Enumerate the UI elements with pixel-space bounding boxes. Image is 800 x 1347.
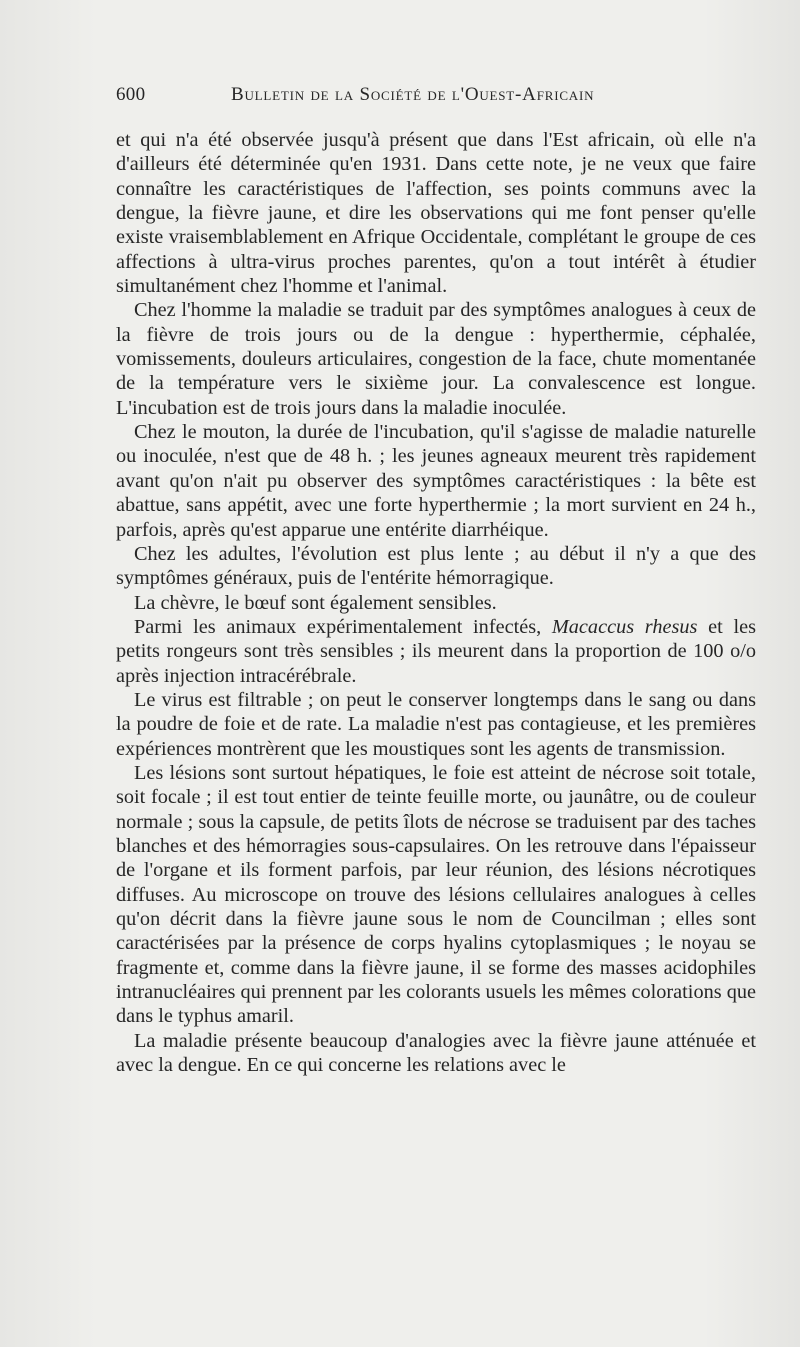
paragraph: Le virus est filtrable ; on peut le conserver longtemps dans le sang ou dans la poudre de foie et de rate. La maladie n'est pas contagieuse, et les premières expériences montrèrent que les moustiques sont les agents de transmission.	[116, 688, 756, 760]
paragraph	[116, 615, 756, 688]
paragraph: Les lésions sont surtout hépatiques, le foie est atteint de nécrose soit totale, soit focale ; il est tout entier de teinte feuille morte, ou jaunâtre, ou de couleur normale ; sous la capsule, de petits îlots de nécrose se traduisent par des taches blanches et des hémorragies sous-capsulaires. On les retrouve dans l'épaisseur de l'organe et ils forment parfois, par leur réunion, des lésions nécrotiques diffuses. Au microscope on trouve des lésions cellulaires analogues à celles qu'on décrit dans la fièvre jaune sous le nom de Councilman ; elles sont caractérisées par la présence de corps hyalins cytoplasmiques ; le noyau se fragmente et, comme dans la fièvre jaune, il se forme des masses acidophiles intranucléaires qui prennent par les colorants usuels les mêmes colorations que dans le typhus amaril.	[116, 761, 756, 1028]
running-header	[116, 84, 756, 114]
paragraph: Chez le mouton, la durée de l'incubation, qu'il s'agisse de maladie naturelle ou inoculée, n'est que de 48 h. ; les jeunes agneaux meurent très rapidement avant qu'on n'ait pu observer des symptômes caractéristiques : la bête est abattue, sans appétit, avec une forte hyperthermie ; la mort survient en 24 h., parfois, après qu'est apparue une entérite diarrhéique.	[116, 421, 756, 541]
running-title: Bulletin de la Société de l'Ouest-Africain	[231, 84, 595, 105]
species-name: Macaccus rhesus	[551, 615, 698, 638]
paragraph: et qui n'a été observée jusqu'à présent que dans l'Est africain, où elle n'a d'ailleurs été déterminée qu'en 1931. Dans cette note, je ne veux que faire connaître les caractéristiques de l'affection, ses points communs avec la dengue, la fièvre jaune, et dire les observations qui me font penser qu'elle existe vraisemblablement en Afrique Occidentale, complétant le groupe de ces affections à ultra-virus proches parentes, qu'on a tout intérêt à étudier simultanément chez l'homme et l'animal.	[116, 129, 756, 298]
paragraph: La chèvre, le bœuf sont également sensibles.	[134, 591, 497, 614]
paragraph: Chez l'homme la maladie se traduit par des symptômes analogues à ceux de la fièvre de trois jours ou de la dengue : hyperthermie, céphalée, vomissements, douleurs articulaires, congestion de la face, chute momentanée de la température vers le sixième jour. La convalescence est longue. L'incubation est de trois jours dans la maladie inoculée.	[116, 299, 756, 419]
paragraph-text: Parmi les animaux expérimentalement infectés,	[134, 615, 552, 638]
paragraph: La maladie présente beaucoup d'analogies avec la fièvre jaune atténuée et avec la dengue. En ce qui concerne les relations avec le	[116, 1029, 756, 1077]
paragraph-text: et les petits rongeurs sont très sensibles ; ils meurent dans la proportion de 100 o/o après injection intracérébrale.	[116, 615, 756, 687]
paragraph: Chez les adultes, l'évolution est plus lente ; au début il n'y a que des symptômes généraux, puis de l'entérite hémorragique.	[116, 542, 756, 590]
body-text	[116, 128, 756, 1077]
page-number: 600	[116, 84, 146, 105]
